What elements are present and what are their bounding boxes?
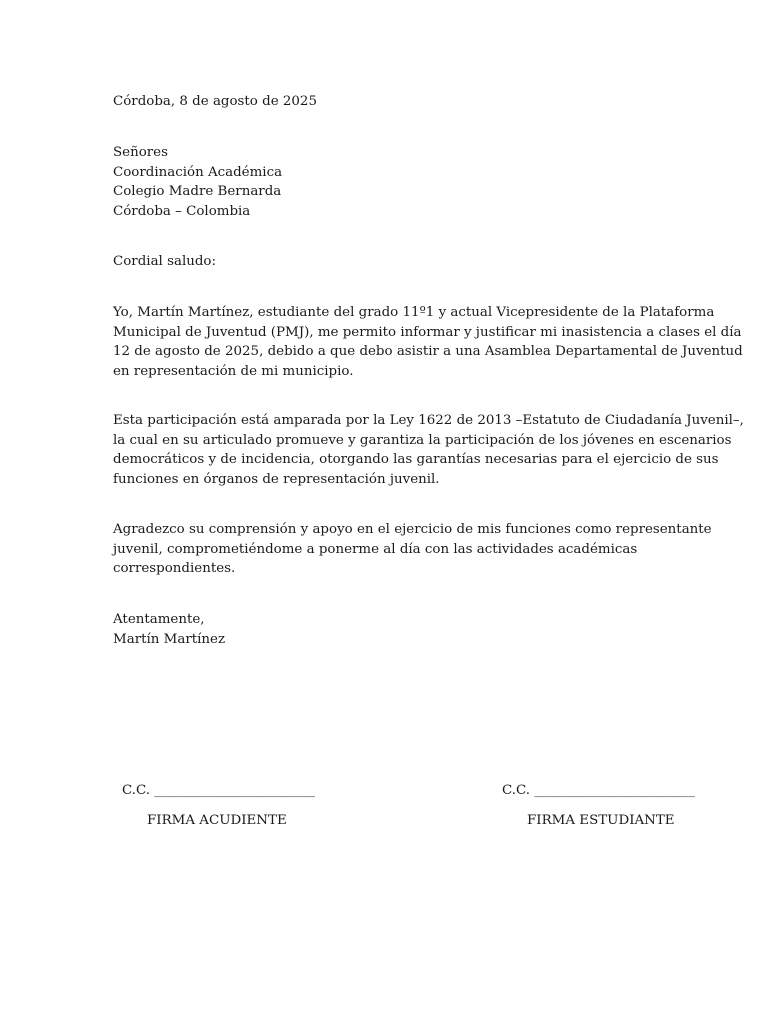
body-paragraph-2	[113, 411, 744, 489]
recipient-block	[113, 143, 673, 221]
paragraph-line: Municipal de Juventud (PMJ), me permito informar y justificar mi inasistencia a clases el día	[113, 324, 742, 340]
closing-block	[113, 610, 673, 649]
greeting-line: Cordial saludo:	[113, 254, 216, 269]
paragraph-line: Agradezco su comprensión y apoyo en el ejercicio de mis funciones como representante	[113, 522, 712, 537]
body-paragraph-1	[113, 303, 743, 381]
paragraph-line: democráticos y de incidencia, otorgando las garantías necesarias para el ejercicio de sus	[113, 452, 719, 468]
paragraph-line: Yo, Martín Martínez, estudiante del grado 11º1 y actual Vicepresidente de la Plataforma	[113, 305, 715, 320]
recipient-line: Coordinación Académica	[113, 164, 283, 180]
letter-date	[113, 92, 673, 112]
paragraph-line: en representación de mi municipio.	[113, 363, 354, 379]
signer-name: Martín Martínez	[113, 631, 226, 647]
closing-line: Atentamente,	[113, 612, 205, 627]
greeting	[113, 252, 673, 272]
guardian-cc-line: C.C. ________________________	[122, 783, 315, 798]
body-paragraph-3	[113, 520, 712, 579]
guardian-signature-label: FIRMA ACUDIENTE	[147, 813, 287, 828]
paragraph-line: funciones en órganos de representación juvenil.	[113, 471, 440, 487]
paragraph-line: 12 de agosto de 2025, debido a que debo asistir a una Asamblea Departamental de Juventud	[113, 344, 743, 360]
paragraph-line: Esta participación está amparada por la Ley 1622 de 2013 –Estatuto de Ciudadanía Juvenil–,	[113, 413, 744, 428]
recipient-line: Señores	[113, 145, 168, 160]
paragraph-line: juvenil, comprometiéndome a ponerme al día con las actividades académicas	[113, 541, 638, 557]
student-cc-line: C.C. ________________________	[502, 783, 695, 798]
date-line: Córdoba, 8 de agosto de 2025	[113, 94, 317, 109]
recipient-line: Colegio Madre Bernarda	[113, 184, 282, 200]
paragraph-line: correspondientes.	[113, 561, 236, 577]
student-signature-label: FIRMA ESTUDIANTE	[527, 813, 675, 828]
recipient-line: Córdoba – Colombia	[113, 203, 251, 219]
paragraph-line: la cual en su articulado promueve y garantiza la participación de los jóvenes en escenarios	[113, 432, 732, 448]
